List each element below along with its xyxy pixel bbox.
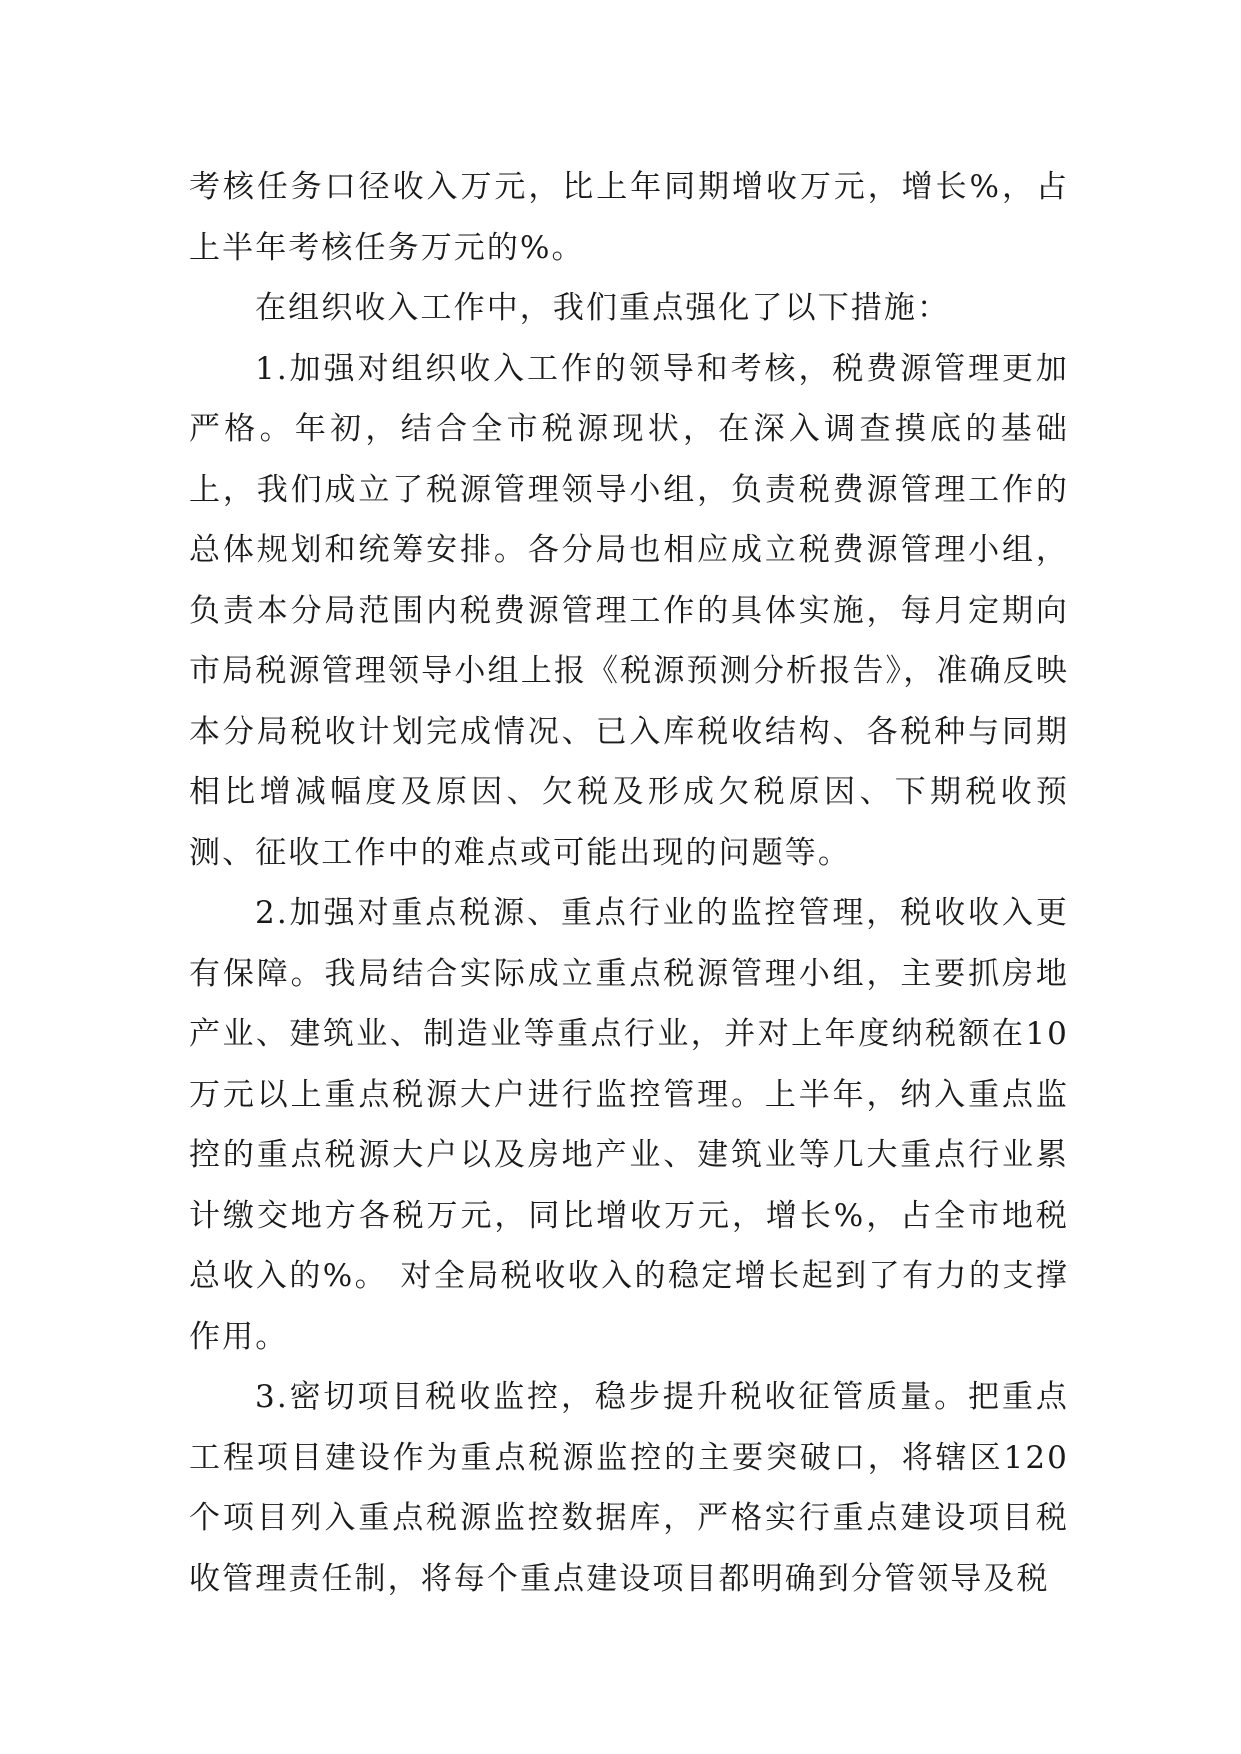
paragraph-measure-1: 1.加强对组织收入工作的领导和考核，税费源管理更加严格。年初，结合全市税源现状，在深入调查摸底的基础上，我们成立了税源管理领导小组，负责税费源管理工作的总体规划和统筹安排。各分局也相应成立税费源管理小组，负责本分局范围内税费源管理工作的具体实施，每月定期向市局税源管理领导小组上报《税源预测分析报告》，准确反映本分局税收计划完成情况、已入库税收结构、各税种与同期相比增减幅度及原因、欠税及形成欠税原因、下期税收预测、征收工作中的难点或可能出现的问题等。 bbox=[189, 350, 1069, 871]
paragraph-measures-intro: 在组织收入工作中，我们重点强化了以下措施： bbox=[255, 290, 951, 326]
body-text bbox=[189, 157, 1069, 1609]
paragraph-measure-2: 2.加强对重点税源、重点行业的监控管理，税收收入更有保障。我局结合实际成立重点税源管理小组，主要抓房地产业、建筑业、制造业等重点行业，并对上年度纳税额在10万元以上重点税源大户进行监控管理。上半年，纳入重点监控的重点税源大户以及房地产业、建筑业等几大重点行业累计缴交地方各税万元，同比增收万元，增长%，占全市地税总收入的%。 对全局税收收入的稳定增长起到了有力的支撑作用。 bbox=[189, 895, 1069, 1355]
paragraph-measure-3: 3.密切项目税收监控，稳步提升税收征管质量。把重点工程项目建设作为重点税源监控的主要突破口，将辖区120个项目列入重点税源监控数据库，严格实行重点建设项目税收管理责任制，将每个重点建设项目都明确到分管领导及税 bbox=[189, 1379, 1069, 1597]
paragraph-revenue-summary: 考核任务口径收入万元，比上年同期增收万元，增长%，占上半年考核任务万元的%。 bbox=[189, 169, 1069, 266]
